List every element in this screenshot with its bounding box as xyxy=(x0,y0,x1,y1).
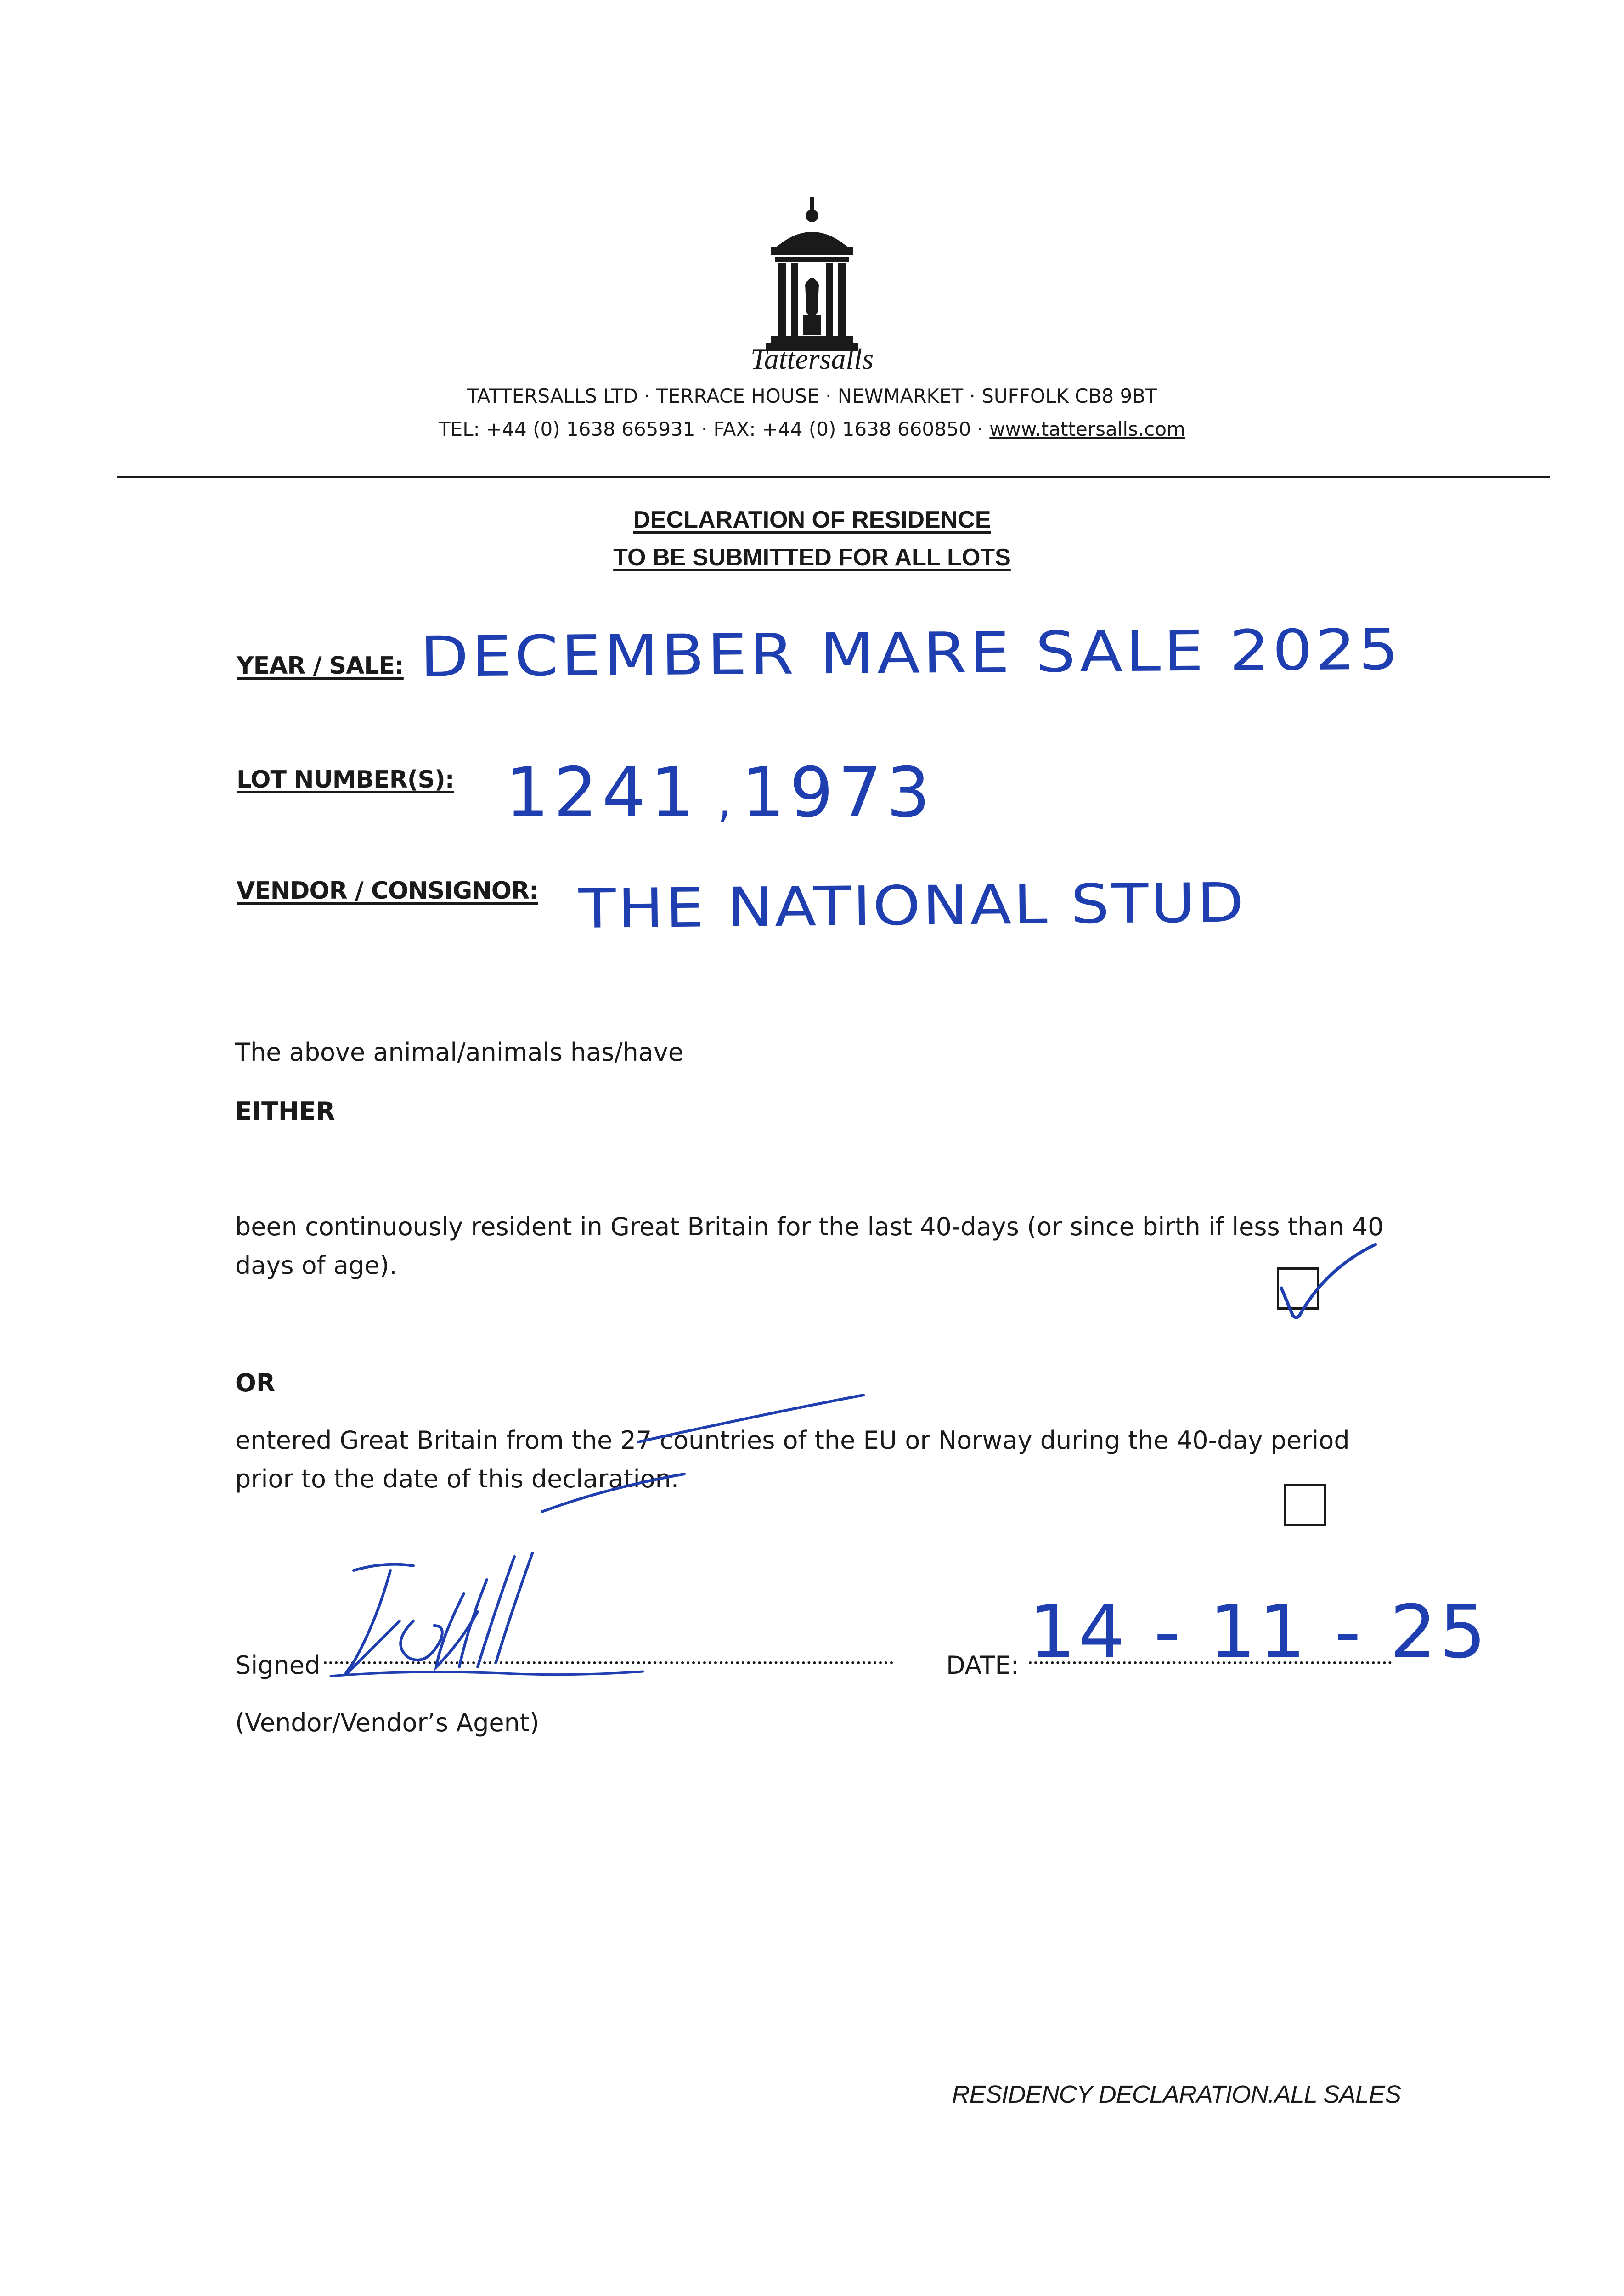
lot-number-2: 1973 xyxy=(741,753,935,833)
vendor-value: THE NATIONAL STUD xyxy=(578,871,1246,940)
brand-name: Tattersalls xyxy=(750,343,874,375)
date-value: 14 - 11 - 25 xyxy=(1029,1589,1489,1675)
intro-text: The above animal/animals has/have xyxy=(235,1038,684,1067)
lot-separator: , xyxy=(717,774,737,827)
option-resident-text: been continuously resident in Great Britain for the last 40-days (or since birth if less than 40 days of age). xyxy=(235,1212,1384,1280)
header-divider xyxy=(117,476,1550,478)
company-address: TATTERSALLS LTD · TERRACE HOUSE · NEWMARKET · SUFFOLK CB8 9BT xyxy=(467,385,1157,407)
option-entered-checkbox[interactable] xyxy=(1284,1484,1326,1526)
year-sale-value: DECEMBER MARE SALE 2025 xyxy=(420,617,1402,690)
either-heading: EITHER xyxy=(235,1097,335,1125)
handwritten-signature xyxy=(321,1552,652,1699)
date-label: DATE: xyxy=(946,1651,1019,1680)
lot-number-label: LOT NUMBER(S): xyxy=(237,766,454,793)
lot-number-1: 1241 xyxy=(505,753,699,833)
company-contact xyxy=(307,418,1317,440)
contact-numbers: TEL: +44 (0) 1638 665931 · FAX: +44 (0) 1638 660850 · xyxy=(439,418,990,440)
footer-reference: RESIDENCY DECLARATION.ALL SALES xyxy=(952,2081,1401,2108)
signer-role: (Vendor/Vendor’s Agent) xyxy=(235,1708,540,1737)
strike-through-line xyxy=(533,1387,882,1525)
year-sale-label: YEAR / SALE: xyxy=(237,652,404,680)
document-title: DECLARATION OF RESIDENCE xyxy=(633,506,991,533)
check-mark-icon xyxy=(1272,1240,1382,1332)
tattersalls-logo xyxy=(766,197,858,354)
document-subtitle: TO BE SUBMITTED FOR ALL LOTS xyxy=(613,544,1011,571)
signed-label: Signed xyxy=(235,1651,321,1680)
or-heading: OR xyxy=(235,1368,276,1397)
website-link[interactable]: www.tattersalls.com xyxy=(989,418,1185,440)
option-entered-text: entered Great Britain from the 27 countries of the EU or Norway during the 40-day period prior to the date of this declaration. xyxy=(235,1426,1350,1493)
lot-number-value xyxy=(505,753,935,833)
vendor-label: VENDOR / CONSIGNOR: xyxy=(237,877,538,905)
